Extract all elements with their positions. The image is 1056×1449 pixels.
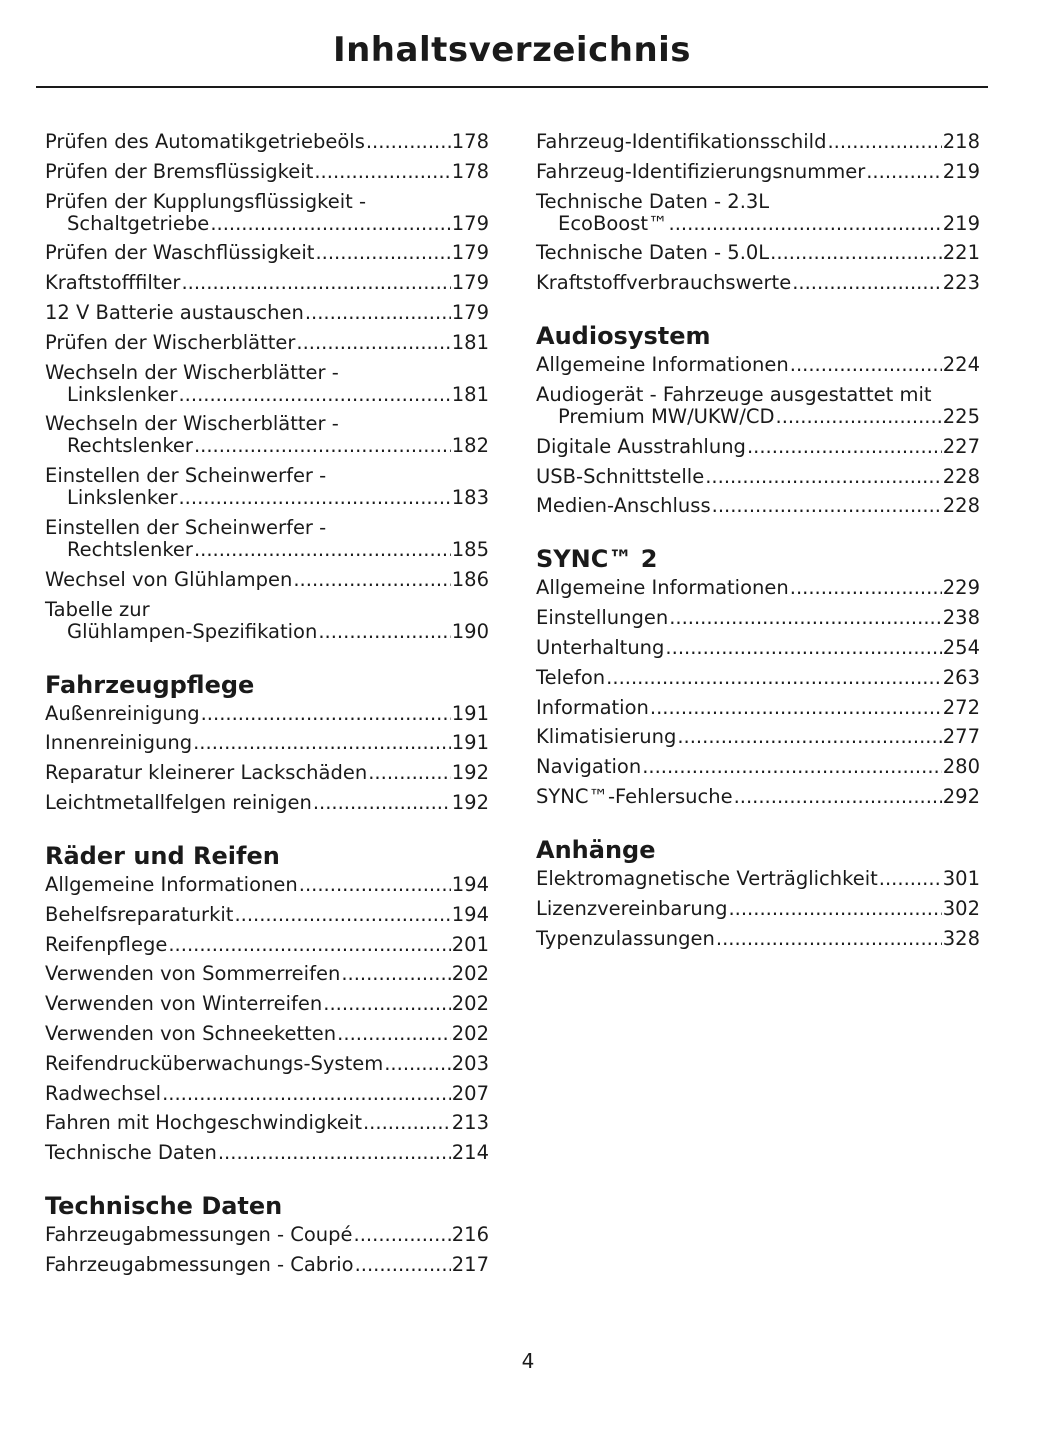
- toc-entry-line: [536, 161, 980, 183]
- toc-entry[interactable]: [45, 191, 489, 235]
- toc-entry-line: [536, 928, 980, 950]
- toc-entry[interactable]: [536, 928, 980, 950]
- toc-entry[interactable]: [45, 1053, 489, 1075]
- toc-page-number: 183: [451, 486, 489, 510]
- toc-entry-line: [536, 272, 980, 294]
- dot-leader: [194, 435, 451, 457]
- toc-right-column: [536, 131, 980, 950]
- toc-entry[interactable]: [45, 1023, 489, 1045]
- toc-entry[interactable]: [536, 191, 980, 235]
- toc-page-number: 178: [451, 159, 489, 183]
- toc-entry-title: Wechsel von Glühlampen: [45, 567, 293, 591]
- toc-entry-title: Reifenpflege: [45, 932, 168, 956]
- toc-entry-line: [536, 242, 980, 264]
- section-heading[interactable]: SYNC™ 2: [536, 545, 658, 574]
- toc-entry[interactable]: [45, 599, 489, 643]
- toc-page-number: 224: [942, 353, 980, 377]
- toc-page-number: 178: [451, 130, 489, 153]
- toc-entry-title: Einstellungen: [536, 606, 669, 630]
- toc-entry-title: Premium MW/UKW/CD: [558, 404, 775, 428]
- toc-page-number: 190: [451, 619, 489, 643]
- page-title: Inhaltsverzeichnis: [332, 30, 692, 70]
- toc-page-number: 192: [451, 761, 489, 785]
- toc-entry-line: [536, 868, 980, 890]
- dot-leader: [162, 1083, 451, 1105]
- toc-entry[interactable]: [45, 792, 489, 814]
- dot-leader: [734, 786, 942, 808]
- toc-entry-title: Kraftstoffverbrauchswerte: [536, 271, 792, 295]
- toc-page-number: 213: [451, 1111, 489, 1135]
- toc-entry-line: [45, 213, 489, 235]
- toc-entry-line: [45, 1053, 489, 1075]
- toc-page-number: 203: [451, 1051, 489, 1075]
- dot-leader: [669, 213, 942, 235]
- toc-entry-line: [536, 726, 980, 748]
- toc-entry-title: Allgemeine Informationen: [536, 576, 789, 600]
- toc-entry-title: Prüfen der Bremsflüssigkeit: [45, 159, 314, 183]
- toc-entry[interactable]: [536, 756, 980, 778]
- dot-leader: [193, 732, 451, 754]
- toc-entry-title: Reifendrucküberwachungs-System: [45, 1051, 384, 1075]
- toc-page-number: 182: [451, 434, 489, 458]
- toc-section: [45, 1191, 489, 1276]
- toc-page-number: 179: [451, 211, 489, 235]
- toc-entry-first-line: Audiogerät - Fahrzeuge ausgestattet mit: [536, 382, 932, 406]
- toc-entry-title: Typenzulassungen: [536, 926, 715, 950]
- dot-leader: [770, 242, 942, 264]
- toc-entry-title: Verwenden von Schneeketten: [45, 1021, 337, 1045]
- dot-leader: [712, 495, 942, 517]
- dot-leader: [337, 1023, 451, 1045]
- toc-page-number: 179: [451, 271, 489, 295]
- toc-entry-title: Radwechsel: [45, 1081, 162, 1105]
- toc-entry[interactable]: [45, 1142, 489, 1164]
- toc-entry-title: Medien-Anschluss: [536, 494, 711, 518]
- toc-page-number: 191: [451, 731, 489, 755]
- dot-leader: [293, 569, 450, 591]
- section-heading[interactable]: Fahrzeugpflege: [45, 670, 255, 699]
- dot-leader: [305, 302, 451, 324]
- toc-entry[interactable]: [536, 577, 980, 599]
- toc-entry-line: [45, 539, 489, 561]
- toc-section: [45, 841, 489, 1164]
- dot-leader: [355, 1254, 451, 1276]
- toc-entry-title: 12 V Batterie austauschen: [45, 300, 304, 324]
- toc-entry-first-line: Wechseln der Wischerblätter -: [45, 412, 339, 436]
- toc-section: [45, 670, 489, 814]
- dot-leader: [642, 756, 942, 778]
- toc-entry-line: [45, 762, 489, 784]
- dot-leader: [313, 792, 451, 814]
- toc-entry-first-line: Technische Daten - 2.3L: [536, 189, 770, 213]
- toc-entry-line: [536, 756, 980, 778]
- toc-entry[interactable]: [536, 637, 980, 659]
- toc-entry[interactable]: [45, 569, 489, 591]
- toc-entry-line: [45, 161, 489, 183]
- toc-entry[interactable]: [45, 1083, 489, 1105]
- toc-entry-line: [45, 435, 489, 457]
- toc-entry[interactable]: [45, 517, 489, 561]
- toc-entry-line: [45, 487, 489, 509]
- toc-entry[interactable]: [536, 161, 980, 183]
- dot-leader: [178, 384, 450, 406]
- toc-entry-line: [45, 1023, 489, 1045]
- toc-page-number: 194: [451, 872, 489, 896]
- toc-entry-line: [45, 732, 489, 754]
- dot-leader: [728, 898, 941, 920]
- dot-leader: [210, 213, 450, 235]
- toc-entry-title: Kraftstofffilter: [45, 271, 181, 295]
- toc-entry-title: Prüfen des Automatikgetriebeöls: [45, 130, 365, 153]
- toc-entry[interactable]: [45, 1224, 489, 1246]
- toc-page-number: 254: [942, 635, 980, 659]
- toc-entry-title: Fahrzeugabmessungen - Cabrio: [45, 1252, 354, 1276]
- toc-entry[interactable]: [536, 384, 980, 428]
- dot-leader: [168, 934, 450, 956]
- dot-leader: [201, 703, 451, 725]
- toc-entry-title: Behelfsreparaturkit: [45, 902, 234, 926]
- toc-entry-title: Technische Daten: [45, 1141, 217, 1165]
- toc-entry-title: Unterhaltung: [536, 635, 665, 659]
- toc-entry-title: Prüfen der Waschflüssigkeit: [45, 241, 315, 265]
- toc-entry-line: [45, 384, 489, 406]
- dot-leader: [368, 762, 451, 784]
- toc-entry[interactable]: [45, 302, 489, 324]
- toc-entry-line: [536, 637, 980, 659]
- toc-entry-title: Prüfen der Wischerblätter: [45, 330, 296, 354]
- toc-entry-title: Information: [536, 695, 649, 719]
- dot-leader: [879, 868, 942, 890]
- toc-page-number: 214: [451, 1141, 489, 1165]
- toc-entry[interactable]: [45, 413, 489, 457]
- toc-page-number: 277: [942, 725, 980, 749]
- toc-page-number: 238: [942, 606, 980, 630]
- toc-page-number: 201: [451, 932, 489, 956]
- dot-leader: [827, 131, 941, 153]
- section-heading[interactable]: Technische Daten: [45, 1192, 283, 1221]
- toc-page-number: 191: [451, 701, 489, 725]
- toc-entry[interactable]: [45, 762, 489, 784]
- toc-entry-line: [45, 272, 489, 294]
- toc-page-number: 179: [451, 241, 489, 265]
- toc-entry-title: Verwenden von Sommerreifen: [45, 962, 341, 986]
- dot-leader: [366, 131, 451, 153]
- toc-entry-line: [536, 667, 980, 689]
- toc-entry-title: Fahrzeug-Identifikationsschild: [536, 130, 827, 153]
- toc-page-number: 181: [451, 382, 489, 406]
- toc-entry-first-line: Tabelle zur: [45, 597, 150, 621]
- dot-leader: [790, 577, 942, 599]
- section-heading[interactable]: Räder und Reifen: [45, 841, 280, 870]
- toc-entry-line: [45, 1254, 489, 1276]
- toc-entry[interactable]: [45, 242, 489, 264]
- toc-page-number: 225: [942, 404, 980, 428]
- toc-page-number: 263: [942, 665, 980, 689]
- toc-section: [536, 544, 980, 808]
- dot-leader: [677, 726, 941, 748]
- toc-entry-title: Fahrzeug-Identifizierungsnummer: [536, 159, 866, 183]
- toc-entry-title: USB-Schnittstelle: [536, 464, 705, 488]
- toc-entry-line: [45, 569, 489, 591]
- dot-leader: [178, 487, 450, 509]
- toc-entry-title: Lizenzvereinbarung: [536, 896, 728, 920]
- toc-page-number: 219: [942, 211, 980, 235]
- toc-entry-first-line: Einstellen der Scheinwerfer -: [45, 515, 327, 539]
- toc-page-number: 223: [942, 271, 980, 295]
- toc-page-number: 229: [942, 576, 980, 600]
- toc-page-number: 216: [451, 1223, 489, 1247]
- toc-entry-title: Fahren mit Hochgeschwindigkeit: [45, 1111, 362, 1135]
- toc-entry[interactable]: [536, 466, 980, 488]
- dot-leader: [665, 637, 941, 659]
- toc-entry[interactable]: [536, 667, 980, 689]
- toc-entry-title: EcoBoost™: [558, 211, 668, 235]
- dot-leader: [384, 1053, 451, 1075]
- toc-entry-title: Linkslenker: [67, 382, 178, 406]
- toc-entry-line: [45, 621, 489, 643]
- toc-entry-title: Elektromagnetische Verträglichkeit: [536, 866, 878, 890]
- toc-entry-title: Leichtmetallfelgen reinigen: [45, 790, 312, 814]
- toc-page-number: 228: [942, 464, 980, 488]
- toc-entry-title: Außenreinigung: [45, 701, 200, 725]
- dot-leader: [790, 354, 942, 376]
- toc-page-number: 194: [451, 902, 489, 926]
- toc-entry-line: [45, 874, 489, 896]
- toc-entry-title: Verwenden von Winterreifen: [45, 992, 323, 1016]
- dot-leader: [323, 993, 450, 1015]
- dot-leader: [776, 406, 942, 428]
- toc-page-number: 221: [942, 241, 980, 265]
- toc-entry-title: Allgemeine Informationen: [45, 872, 298, 896]
- dot-leader: [315, 242, 450, 264]
- toc-entry-title: Innenreinigung: [45, 731, 193, 755]
- toc-entry[interactable]: [536, 272, 980, 294]
- toc-entry-first-line: Einstellen der Scheinwerfer -: [45, 464, 327, 488]
- toc-entry-first-line: Prüfen der Kupplungsflüssigkeit -: [45, 189, 367, 213]
- toc-left-column: [45, 131, 489, 1276]
- toc-page-number: 301: [942, 866, 980, 890]
- toc-entry-line: [45, 993, 489, 1015]
- toc-entry[interactable]: [45, 161, 489, 183]
- toc-entry-line: [45, 963, 489, 985]
- toc-page-number: 207: [451, 1081, 489, 1105]
- toc-entry[interactable]: [45, 332, 489, 354]
- toc-page-number: 218: [942, 130, 980, 153]
- toc-page-number: 219: [942, 159, 980, 183]
- toc-entry-line: [536, 354, 980, 376]
- toc-entry[interactable]: [45, 1254, 489, 1276]
- dot-leader: [341, 963, 450, 985]
- toc-entry[interactable]: [536, 786, 980, 808]
- dot-leader: [234, 904, 450, 926]
- toc-page-number: 280: [942, 755, 980, 779]
- dot-leader: [866, 161, 942, 183]
- title-divider: [36, 86, 988, 88]
- toc-page-number: 185: [451, 537, 489, 561]
- toc-page-number: 179: [451, 300, 489, 324]
- toc-page-number: 202: [451, 962, 489, 986]
- toc-entry[interactable]: [45, 131, 489, 153]
- dot-leader: [705, 466, 942, 488]
- toc-page-number: 227: [942, 434, 980, 458]
- toc-section: [536, 321, 980, 517]
- dot-leader: [299, 874, 451, 896]
- toc-entry-title: Rechtslenker: [67, 537, 193, 561]
- toc-page-number: 302: [942, 896, 980, 920]
- dot-leader: [318, 621, 450, 643]
- toc-entry-line: [536, 436, 980, 458]
- toc-entry[interactable]: [536, 495, 980, 517]
- toc-entry[interactable]: [536, 242, 980, 264]
- toc-entry[interactable]: [45, 874, 489, 896]
- section-heading[interactable]: Anhänge: [536, 835, 656, 864]
- toc-entry-line: [45, 1142, 489, 1164]
- toc-entry-line: [536, 786, 980, 808]
- toc-entry-line: [536, 213, 980, 235]
- dot-leader: [314, 161, 450, 183]
- toc-entry-line: [45, 703, 489, 725]
- dot-leader: [194, 539, 451, 561]
- toc-entry-title: Allgemeine Informationen: [536, 353, 789, 377]
- toc-entry[interactable]: [536, 868, 980, 890]
- toc-page-number: 292: [942, 784, 980, 808]
- toc-entry-first-line: Wechseln der Wischerblätter -: [45, 360, 339, 384]
- toc-entry[interactable]: [45, 934, 489, 956]
- toc-entry[interactable]: [536, 131, 980, 153]
- toc-entry-line: [45, 1224, 489, 1246]
- toc-entry-title: Glühlampen-Spezifikation: [67, 619, 318, 643]
- toc-page-number: 186: [451, 567, 489, 591]
- toc-entry-line: [536, 577, 980, 599]
- toc-entry-line: [536, 131, 980, 153]
- toc-entry[interactable]: [45, 703, 489, 725]
- toc-entry[interactable]: [45, 963, 489, 985]
- dot-leader: [650, 697, 942, 719]
- toc-entry-title: Fahrzeugabmessungen - Coupé: [45, 1223, 353, 1247]
- toc-entry-line: [45, 934, 489, 956]
- toc-entry[interactable]: [536, 436, 980, 458]
- toc-entry-line: [45, 332, 489, 354]
- toc-entry[interactable]: [45, 904, 489, 926]
- toc-entry-title: Navigation: [536, 755, 642, 779]
- toc-entry-title: Digitale Ausstrahlung: [536, 434, 746, 458]
- section-heading[interactable]: Audiosystem: [536, 322, 711, 351]
- toc-entry[interactable]: [536, 354, 980, 376]
- toc-entry[interactable]: [536, 726, 980, 748]
- toc-entry-title: SYNC™-Fehlersuche: [536, 784, 733, 808]
- dot-leader: [747, 436, 942, 458]
- toc-entry-title: Reparatur kleinerer Lackschäden: [45, 761, 368, 785]
- toc-entry-line: [536, 607, 980, 629]
- dot-leader: [181, 272, 450, 294]
- toc-entry[interactable]: [45, 465, 489, 509]
- toc-entry-line: [45, 131, 489, 153]
- toc-page-number: 181: [451, 330, 489, 354]
- toc-entry-line: [536, 697, 980, 719]
- toc-page-number: 192: [451, 790, 489, 814]
- toc-entry[interactable]: [536, 697, 980, 719]
- toc-entry[interactable]: [536, 898, 980, 920]
- toc-entry[interactable]: [45, 362, 489, 406]
- toc-section: [536, 835, 980, 950]
- toc-entry-line: [536, 406, 980, 428]
- toc-entry-title: Telefon: [536, 665, 606, 689]
- toc-entry-line: [45, 1083, 489, 1105]
- toc-entry-line: [536, 898, 980, 920]
- toc-page-number: 202: [451, 1021, 489, 1045]
- page-number: 4: [521, 1349, 535, 1373]
- toc-entry-line: [536, 466, 980, 488]
- dot-leader: [296, 332, 450, 354]
- dot-leader: [606, 667, 942, 689]
- toc-entry[interactable]: [536, 607, 980, 629]
- dot-leader: [716, 928, 942, 950]
- toc-page-number: 272: [942, 695, 980, 719]
- toc-entry-line: [45, 904, 489, 926]
- toc-page-number: 217: [451, 1252, 489, 1276]
- toc-entry-line: [45, 792, 489, 814]
- toc-entry[interactable]: [45, 732, 489, 754]
- toc-page-number: 228: [942, 494, 980, 518]
- dot-leader: [218, 1142, 451, 1164]
- toc-entry-line: [45, 302, 489, 324]
- toc-entry[interactable]: [45, 993, 489, 1015]
- toc-entry-title: Schaltgetriebe: [67, 211, 210, 235]
- toc-entry[interactable]: [45, 1112, 489, 1134]
- toc-entry-line: [45, 242, 489, 264]
- dot-leader: [669, 607, 942, 629]
- toc-page-number: 202: [451, 992, 489, 1016]
- toc-entry-title: Linkslenker: [67, 486, 178, 510]
- toc-page-number: 328: [942, 926, 980, 950]
- toc-entry-title: Technische Daten - 5.0L: [536, 241, 770, 265]
- toc-entry-title: Rechtslenker: [67, 434, 193, 458]
- dot-leader: [354, 1224, 451, 1246]
- toc-entry-line: [536, 495, 980, 517]
- toc-entry[interactable]: [45, 272, 489, 294]
- toc-entry-line: [45, 1112, 489, 1134]
- dot-leader: [363, 1112, 451, 1134]
- dot-leader: [792, 272, 942, 294]
- toc-entry-title: Klimatisierung: [536, 725, 677, 749]
